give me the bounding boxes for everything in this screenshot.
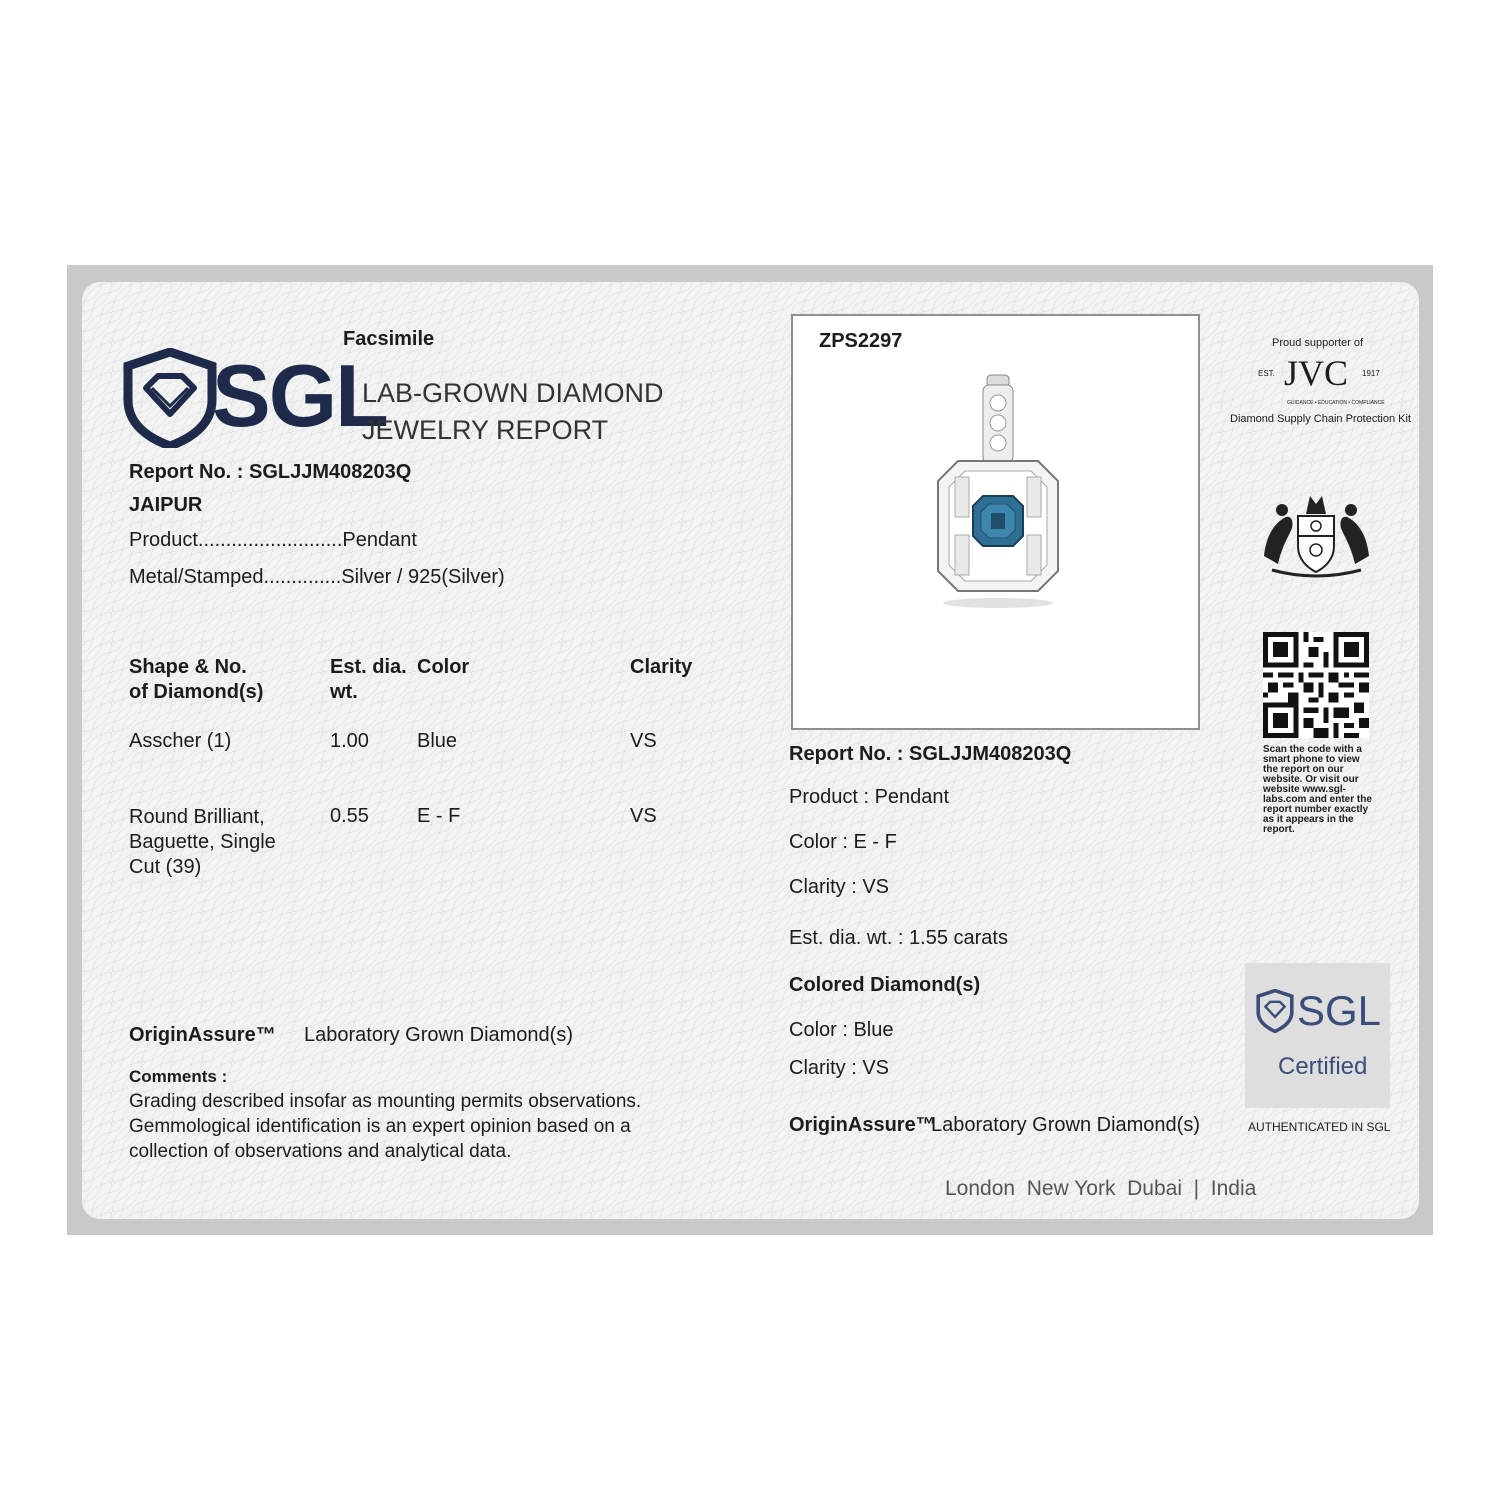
jvc-supporter-text: Proud supporter of — [1272, 337, 1364, 349]
right-report-number: Report No. : SGLJJM408203Q — [789, 743, 1072, 765]
city-label: JAIPUR — [129, 494, 203, 516]
right-clarity: Clarity : VS — [789, 876, 890, 898]
table-cell-weight: 0.55 — [330, 805, 369, 827]
table-header-clarity: Clarity — [630, 656, 693, 678]
right-product: Product : Pendant — [789, 786, 950, 808]
metal-line: Metal/Stamped..............Silver / 925(Silver) — [129, 566, 505, 588]
photo-code: ZPS2297 — [819, 330, 903, 352]
table-cell-clarity: VS — [630, 730, 657, 752]
table-cell-color: E - F — [417, 805, 461, 827]
comment-line: Gemmological identification is an expert opinion based on a — [129, 1116, 631, 1137]
office-locations: London New York Dubai | India — [945, 1177, 1257, 1200]
report-title-line-2: JEWELRY REPORT — [362, 415, 609, 445]
jvc-tagline: GUIDANCE • EDUCATION • COMPLIANCE — [1287, 400, 1385, 406]
table-header-color: Color — [417, 656, 470, 678]
certified-shield-icon — [1255, 989, 1295, 1033]
jvc-caption: Diamond Supply Chain Protection Kit — [1230, 413, 1411, 425]
qr-code-icon — [1263, 632, 1369, 738]
product-line: Product..........................Pendant — [129, 529, 417, 551]
colored-color: Color : Blue — [789, 1019, 894, 1041]
right-est-weight: Est. dia. wt. : 1.55 carats — [789, 927, 1008, 949]
jvc-logo: JVC — [1284, 353, 1349, 393]
certified-logo-text: SGL — [1297, 987, 1382, 1034]
table-cell-shape: Round Brilliant, Baguette, Single Cut (39) — [129, 806, 276, 878]
table-header-shape: Shape & No. of Diamond(s) — [129, 656, 264, 703]
jvc-est-label: EST. — [1258, 369, 1275, 378]
table-cell-shape: Asscher (1) — [129, 730, 232, 752]
colored-clarity: Clarity : VS — [789, 1057, 890, 1079]
origin-assure-label: OriginAssure™ — [129, 1024, 276, 1046]
coat-of-arms-icon — [1254, 486, 1379, 581]
sgl-certified-badge — [1245, 963, 1390, 1108]
product-photo-frame — [791, 314, 1200, 730]
right-color: Color : E - F — [789, 831, 897, 853]
comment-line: collection of observations and analytical data. — [129, 1141, 512, 1162]
right-origin-assure-value: Laboratory Grown Diamond(s) — [931, 1114, 1200, 1136]
sgl-shield-logo-icon — [120, 348, 220, 448]
pendant-image-icon — [923, 371, 1073, 621]
certified-label: Certified — [1278, 1053, 1368, 1080]
qr-instructions: Scan the code with a smart phone to view the report on our website. Or visit our website www.sgl-labs.com and enter the report number exactly as it appears in the report. — [1263, 744, 1372, 835]
sgl-logo-text: SGL — [212, 346, 387, 445]
origin-assure-value: Laboratory Grown Diamond(s) — [304, 1024, 573, 1046]
table-cell-color: Blue — [417, 730, 458, 752]
report-title-line-1: LAB-GROWN DIAMOND — [362, 378, 664, 408]
table-cell-weight: 1.00 — [330, 730, 369, 752]
right-origin-assure-label: OriginAssure™ — [789, 1114, 936, 1136]
facsimile-label: Facsimile — [343, 328, 435, 350]
report-number: Report No. : SGLJJM408203Q — [129, 461, 412, 483]
jvc-year-label: 1917 — [1362, 369, 1380, 378]
comment-line: Grading described insofar as mounting permits observations. — [129, 1091, 642, 1112]
comments-label: Comments : — [129, 1067, 228, 1086]
table-header-weight: Est. dia. wt. — [330, 656, 407, 703]
colored-diamonds-heading: Colored Diamond(s) — [789, 974, 981, 996]
table-cell-clarity: VS — [630, 805, 657, 827]
authenticated-label: AUTHENTICATED IN SGL — [1248, 1120, 1391, 1134]
